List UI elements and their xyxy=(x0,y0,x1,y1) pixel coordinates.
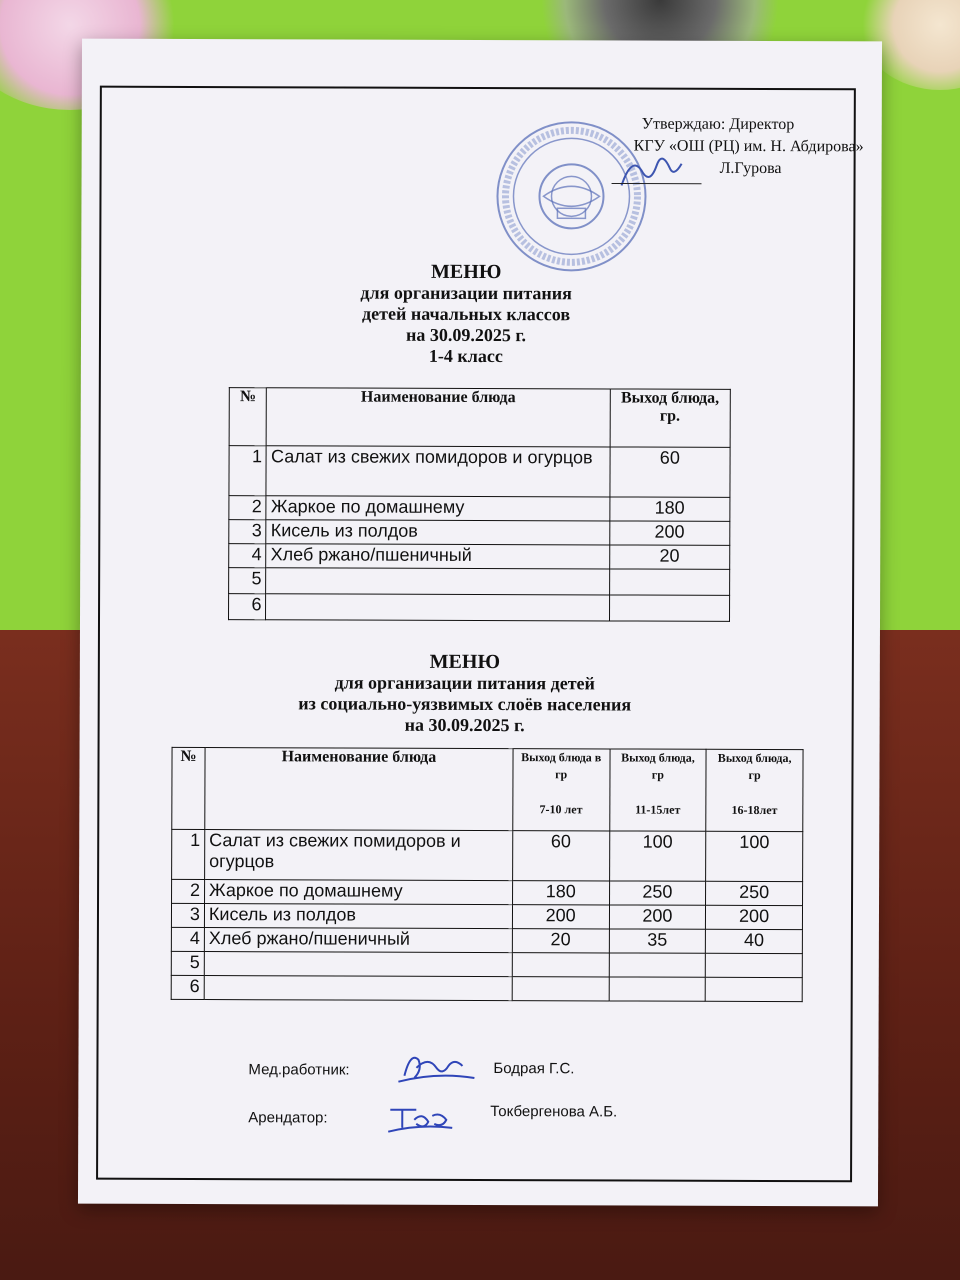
table-row xyxy=(171,951,802,977)
output-7-10 xyxy=(512,977,609,1001)
row-num: 1 xyxy=(172,829,205,879)
table-row xyxy=(171,927,802,953)
dish-name xyxy=(204,952,512,977)
tenant-name: Токбергенова А.Б. xyxy=(490,1103,618,1121)
tenant-signature-icon xyxy=(386,1098,456,1138)
table-row xyxy=(172,829,803,881)
row-num: 4 xyxy=(171,927,204,951)
menu1-title: МЕНЮ xyxy=(431,260,502,284)
approval-line-1: Утверждаю: Директор xyxy=(641,115,795,134)
output-11-15 xyxy=(609,977,706,1001)
menu2-title-block xyxy=(230,651,700,737)
output-7-10 xyxy=(512,953,609,977)
dish-name xyxy=(204,976,512,1001)
dish-output: 60 xyxy=(609,447,730,497)
dish-name xyxy=(266,568,609,595)
menu2-header-col1 xyxy=(513,749,610,831)
menu2-title: МЕНЮ xyxy=(429,650,501,674)
menu1-title-block xyxy=(251,261,681,368)
table-row xyxy=(229,446,730,498)
header-label: Выход блюда, гр xyxy=(621,750,695,782)
menu1-header-name: Наименование блюда xyxy=(267,388,610,447)
table-row xyxy=(172,879,803,905)
output-7-10: 180 xyxy=(512,881,609,905)
output-7-10: 20 xyxy=(512,929,609,953)
row-num: 5 xyxy=(229,568,267,594)
row-num: 3 xyxy=(171,903,204,927)
output-11-15 xyxy=(609,953,706,977)
row-num: 5 xyxy=(171,951,204,975)
dish-output: 180 xyxy=(609,497,730,521)
menu2-header-num: № xyxy=(172,747,205,829)
header-age: 11-15лет xyxy=(635,802,681,817)
output-16-18: 40 xyxy=(706,929,803,953)
output-11-15: 35 xyxy=(609,929,706,953)
director-signature-icon xyxy=(611,145,701,195)
menu1-grade: 1-4 класс xyxy=(428,345,503,367)
output-16-18: 200 xyxy=(706,905,803,929)
table-row xyxy=(229,544,730,570)
menu1-date: на 30.09.2025 г. xyxy=(405,324,527,346)
output-16-18 xyxy=(705,977,802,1001)
output-11-15: 250 xyxy=(609,881,706,905)
dish-name: Жаркое по домашнему xyxy=(204,880,512,905)
menu1-header-num: № xyxy=(229,388,267,446)
menu1-subtitle-2: детей начальных классов xyxy=(362,303,571,325)
dish-output xyxy=(609,595,730,621)
med-worker-label: Мед.работник: xyxy=(248,1061,350,1079)
dish-name: Кисель из полдов xyxy=(204,904,512,929)
row-num: 3 xyxy=(229,520,267,544)
approval-line-2: КГУ «ОШ (РЦ) им. Н. Абдирова» xyxy=(633,137,864,156)
dish-name: Хлеб ржано/пшеничный xyxy=(266,544,609,569)
output-7-10: 60 xyxy=(512,831,609,881)
output-16-18: 100 xyxy=(706,831,803,881)
menu1-header-output: Выход блюда, гр. xyxy=(610,389,731,447)
table-row xyxy=(171,975,802,1001)
row-num: 6 xyxy=(171,975,204,999)
med-worker-name: Бодрая Г.С. xyxy=(493,1060,575,1078)
row-num: 2 xyxy=(172,879,205,903)
menu2-subtitle-2: из социально-уязвимых слоёв населения xyxy=(298,693,632,715)
output-16-18 xyxy=(706,953,803,977)
menu1-table xyxy=(228,387,731,622)
tenant-label: Арендатор: xyxy=(248,1109,328,1127)
row-num: 2 xyxy=(229,496,267,520)
row-num: 6 xyxy=(229,594,267,620)
dish-output: 20 xyxy=(609,545,730,569)
dish-output: 200 xyxy=(609,521,730,545)
page-border xyxy=(96,86,864,1183)
header-age: 7-10 лет xyxy=(539,802,583,817)
dish-name xyxy=(266,594,609,621)
header-label: Выход блюда, гр xyxy=(717,750,792,782)
output-16-18: 250 xyxy=(706,881,803,905)
output-11-15: 200 xyxy=(609,905,706,929)
menu2-date: на 30.09.2025 г. xyxy=(404,714,525,736)
menu-sheet xyxy=(78,39,882,1207)
approval-line-3: Л.Гурова xyxy=(719,159,782,178)
menu2-subtitle-1: для организации питания детей xyxy=(334,672,595,694)
dish-output xyxy=(609,569,730,595)
header-age: 16-18лет xyxy=(731,802,778,818)
dish-name: Кисель из полдов xyxy=(266,520,609,545)
menu2-header-col3 xyxy=(706,749,803,831)
med-worker-signature-icon xyxy=(396,1046,476,1090)
dish-name: Хлеб ржано/пшеничный xyxy=(204,928,512,953)
output-11-15: 100 xyxy=(609,831,706,881)
menu2-table xyxy=(171,747,804,1002)
dish-name: Жаркое по домашнему xyxy=(266,496,609,521)
table-row xyxy=(229,496,730,522)
menu2-header-name: Наименование блюда xyxy=(205,748,513,831)
table-row xyxy=(229,520,730,546)
table-row xyxy=(229,568,730,596)
row-num: 1 xyxy=(229,446,267,496)
menu2-header-col2 xyxy=(609,749,706,831)
row-num: 4 xyxy=(229,544,267,568)
table-row xyxy=(229,594,730,622)
dish-name: Салат из свежих помидоров и огурцов xyxy=(266,446,609,497)
output-7-10: 200 xyxy=(512,905,609,929)
header-label: Выход блюда в гр xyxy=(521,750,602,782)
dish-name: Салат из свежих помидоров и огурцов xyxy=(205,830,513,881)
menu1-subtitle-1: для организации питания xyxy=(360,282,572,304)
table-row xyxy=(171,903,802,929)
